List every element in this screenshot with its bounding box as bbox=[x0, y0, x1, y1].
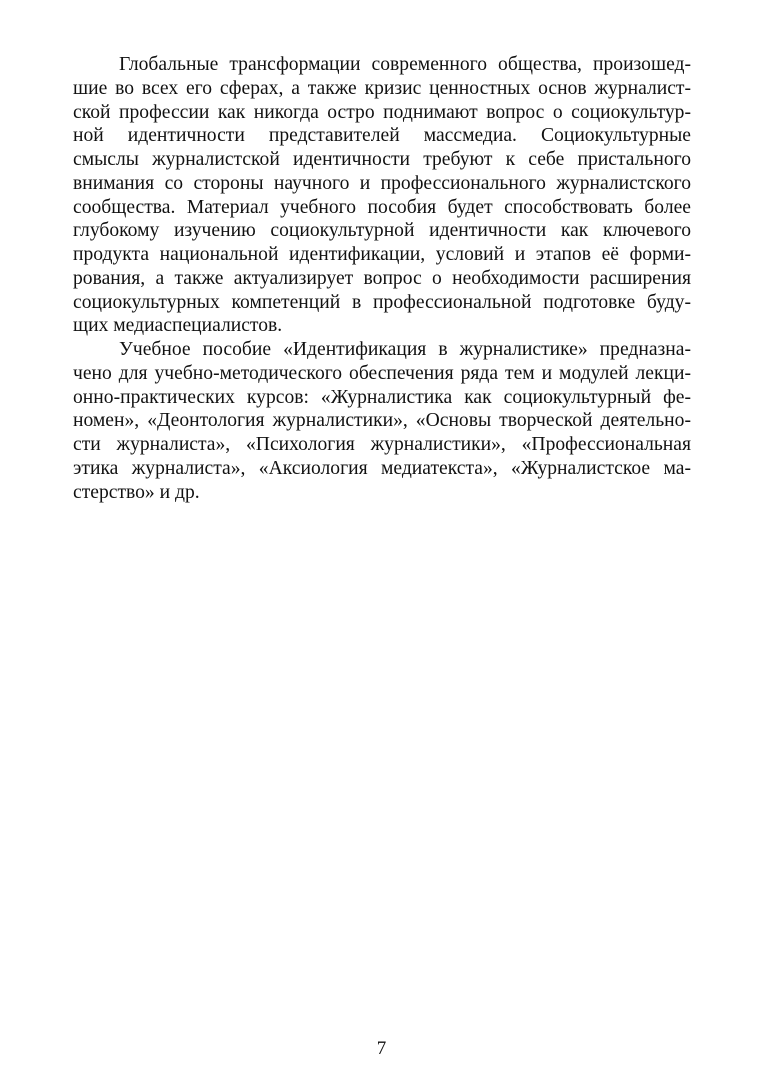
paragraph-2 bbox=[73, 338, 691, 504]
text-line: этика журналиста», «Аксиология медиатекста», «Журналистское ма- bbox=[73, 457, 691, 479]
text-line: рования, а также актуализирует вопрос о необходимости расширения bbox=[73, 267, 691, 289]
text-line: онно-практических курсов: «Журналистика как социокультурный фе- bbox=[73, 386, 691, 408]
text-line: Глобальные трансформации современного общества, произошед- bbox=[119, 54, 691, 75]
text-line: сообщества. Материал учебного пособия будет способствовать более bbox=[73, 196, 691, 218]
text-line: глубокому изучению социокультурной идентичности как ключевого bbox=[73, 220, 691, 242]
text-line: внимания со стороны научного и профессионального журналистского bbox=[73, 172, 691, 194]
text-line: ной идентичности представителей массмедиа. Социокультурные bbox=[73, 125, 691, 147]
text-line: сти журналиста», «Психология журналистики», «Профессиональная bbox=[73, 434, 691, 455]
page-number: 7 bbox=[376, 1038, 387, 1059]
text-line: ской профессии как никогда остро поднимают вопрос о социокультур- bbox=[73, 101, 691, 123]
text-line: стерство» и др. bbox=[73, 481, 200, 503]
text-line: номен», «Деонтология журналистики», «Основы творческой деятельно- bbox=[73, 410, 691, 432]
text-line: щих медиаспециалистов. bbox=[73, 315, 283, 337]
text-line: шие во всех его сферах, а также кризис ценностных основ журналист- bbox=[73, 77, 691, 99]
text-line: смыслы журналистской идентичности требуют к себе пристального bbox=[73, 149, 691, 170]
text-line: социокультурных компетенций в профессиональной подготовке буду- bbox=[73, 291, 691, 313]
text-line: продукта национальной идентификации, условий и этапов её форми- bbox=[73, 244, 691, 265]
paragraph-1 bbox=[73, 53, 691, 338]
text-line: чено для учебно-методического обеспечения ряда тем и модулей лекци- bbox=[73, 362, 691, 384]
text-line: Учебное пособие «Идентификация в журналистике» предназна- bbox=[119, 339, 691, 360]
body-text bbox=[73, 53, 691, 504]
